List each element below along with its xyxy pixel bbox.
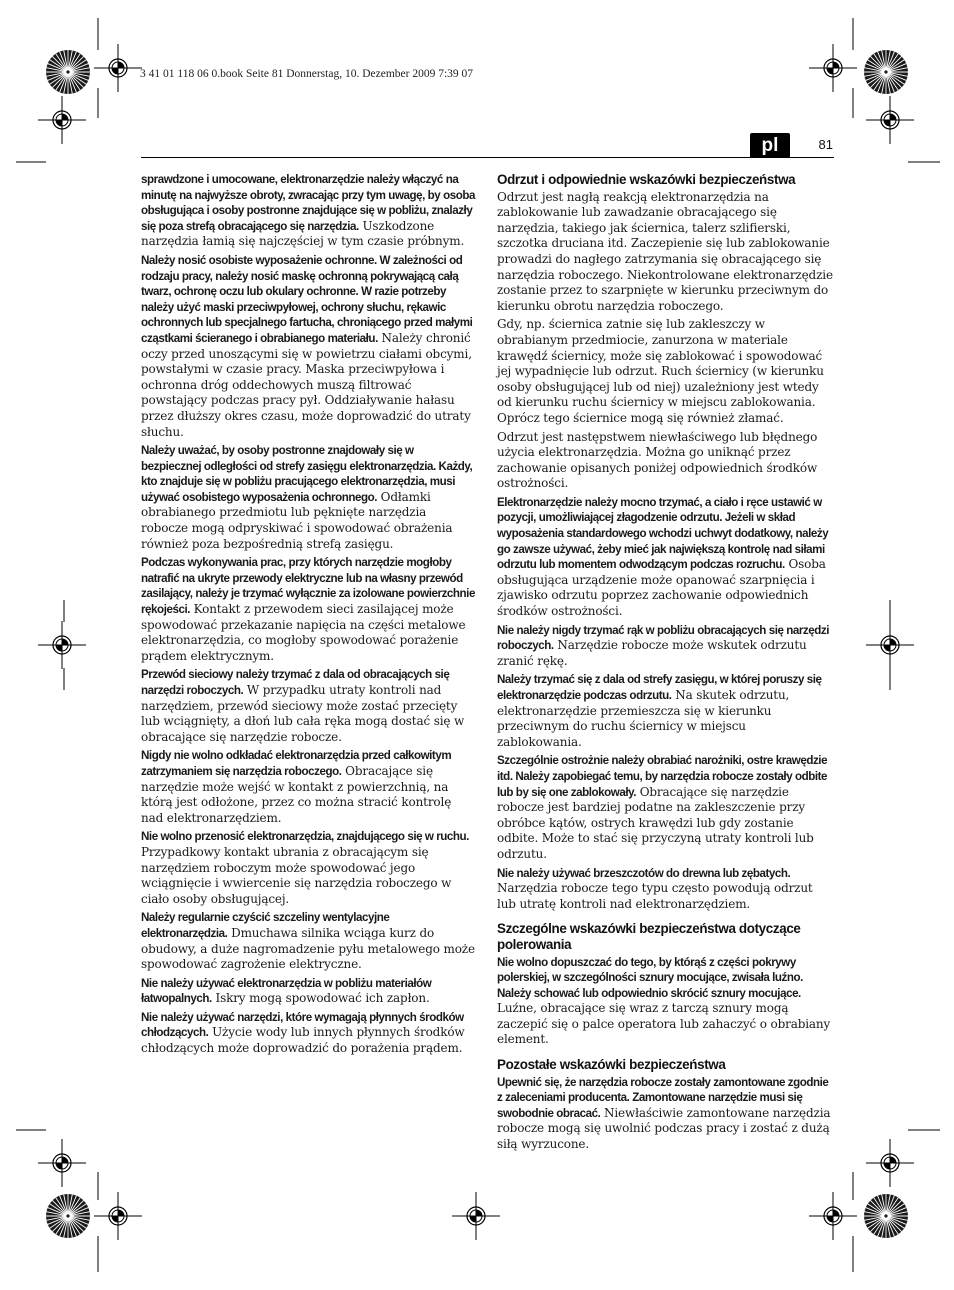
paragraph-bold-lead: Należy regularnie czyścić szczeliny wentylacyjne elektronarzędzia. [141,911,390,940]
paragraph-bold-lead: Przewód sieciowy należy trzymać z dala od obracających się narzędzi roboczych. [141,668,450,697]
language-badge: pl [750,133,790,158]
paragraph-text: Uszkodzone narzędzia łamią się najczęściej w tym czasie próbnym. [141,218,465,249]
paragraph-bold-lead: Szczególnie ostrożnie należy obrabiać narożniki, ostre krawędzie itd. Należy zapobiegać temu, by narzędzia robocze zostały odbite lub by się one zablokowały. [497,754,828,799]
paragraph-text: Na skutek odrzutu, elektronarzędzie przemieszcza się w kierunku przeciwnym do ruchu ściernicy w miejscu zablokowania. [497,688,790,749]
paragraph-text: Odrzut jest następstwem niewłaściwego lub błędnego użycia elektronarzędzia. Można go uniknąć przez zachowanie opisanych poniżej odpowiednich środków ostrożności. [497,429,818,491]
paragraph [497,317,834,426]
page-number: 81 [818,137,833,152]
paragraph-bold-lead: Podczas wykonywania prac, przy których narzędzie mogłoby natrafić na ukryte przewody elektryczne lub na własny przewód zasilający, należy je trzymać wyłącznie za izolowane powierzchnie rękojeści. [141,556,475,617]
paragraph-text: Odrzut jest nagłą reakcją elektronarzędzia na zablokowanie lub zawadzanie obracającego się narzędzia, takiego jak ściernica, talerz szlifierski, szczotka druciana itd. Zaczepienie się lub zablokowanie prowadzi do nagłego zatrzymania się obracającego się narzędzia roboczego. Niekontrolowane elektronarzędzie zostanie przez to szarpnięte w kierunku przeciwnym do kierunku obrotu narzędzia roboczego. [497,189,833,313]
paragraph-text: Narzędzie robocze może wskutek odrzutu zranić rękę. [497,638,807,668]
print-info-line: 3 41 01 118 06 0.book Seite 81 Donnerstag, 10. Dezember 2009 7:39 07 [140,68,474,80]
paragraph-bold-lead: Nie wolno przenosić elektronarzędzia, znajdującego się w ruchu. [141,830,469,844]
paragraph [141,172,475,250]
paragraph [497,190,834,315]
paragraph-text: Należy chronić oczy przed unoszącymi się w powietrzu ciałami obcymi, powstałymi w czasie pracy. Maska przeciwpyłowa i ochronna dróg oddechowych muszą filtrować powstający podczas pracy pył. Oddziaływanie hałasu przez dłuższy okres czasu, może doprowadzić do utraty słuchu. [141,330,472,439]
rosette-top-left [46,50,90,94]
rosette-bottom-right [864,1194,908,1238]
paragraph [497,495,834,620]
right-column [497,172,834,1156]
paragraph-bold-lead: Nie należy używać narzędzi, które wymagają płynnych środków chłodzących. [141,1010,464,1040]
left-column [141,172,475,1060]
paragraph-text: Osoba obsługująca urządzenie może opanować szarpnięcia i zjawisko odrzutu poprzez zachowanie odpowiednich środków ostrożności. [497,557,826,619]
paragraph-text: Odłamki obrabianego przedmiotu lub pęknięte narzędzia robocze mogą odpryskiwać i spowodować obrażenia również poza bezpośrednią strefą zasięgu. [141,489,453,551]
paragraph-text: Niewłaściwie zamontowane narzędzia robocze mogą się uwolnić podczas pracy i zostać z dużą siłą wyrzucone. [497,1105,831,1152]
section-heading: Pozostałe wskazówki bezpieczeństwa [497,1057,726,1073]
paragraph [141,1010,475,1057]
paragraph-text: Iskry mogą spowodować ich zapłon. [211,991,430,1006]
rosette-top-right [864,50,908,94]
paragraph-bold-lead: Elektronarzędzie należy mocno trzymać, a ciało i ręce ustawić w pozycji, umożliwiającej złagodzenie odrzutu. Jeżeli w skład wyposażenia standardowego wchodzi uchwyt dodatkowy, należy go zawsze używać, żeby mieć jak największą kontrolę nad siłami odrzutu lub momentem odwodzącym podczas rozruchu. [497,495,829,572]
paragraph-text: Obracające się narzędzie robocze jest bardziej podatne na zakleszczenie przy obróbce kątów, ostrych krawędzi lub gdy zostanie odbite. Może to stać się przyczyną utraty kontroli lub odrzutu. [497,784,814,861]
section-heading: Szczególne wskazówki bezpieczeństwa dotyczące polerowania [497,921,801,952]
paragraph-bold-lead: Nie należy nigdy trzymać rąk w pobliżu obracających się narzędzi roboczych. [497,623,830,653]
paragraph-bold-lead: Należy trzymać się z dala od strefy zasięgu, w której poruszy się elektronarzędzie podczas odrzutu. [497,673,822,702]
paragraph [141,748,475,826]
paragraph-bold-lead: Nigdy nie wolno odkładać elektronarzędzia przed całkowitym zatrzymaniem się narzędzia roboczego. [141,749,452,778]
paragraph-text: Kontakt z przewodem sieci zasilającej może spowodować przekazanie napięcia na części metalowe elektronarzędzia, co mogłoby spowodować porażenie prądem elektrycznym. [141,602,466,663]
paragraph [497,623,834,670]
paragraph-text: Luźne, obracające się wraz z tarczą sznury mogą zaczepić się o palce operatora lub zahaczyć o obrabiany element. [497,1001,831,1047]
paragraph-text: W przypadku utraty kontroli nad narzędziem, przewód sieciowy może zostać przecięty lub wciągnięty, a dłoń lub cała ręka mogą dostać się w obracające się narzędzie robocze. [141,683,465,744]
paragraph-bold-lead: Nie wolno dopuszczać do tego, by którąś z części pokrywy polerskiej, w szczególności sznury mocujące, zwisała luźno. Należy schować lub odpowiednio skrócić sznury mocujące. [497,955,803,1000]
paragraph-text: Obracające się narzędzie może wejść w kontakt z powierzchnią, na którą jest odłożone, przez co można stracić kontrolę nad elektronarzędziem. [141,763,452,825]
paragraph-text: Gdy, np. ściernica zatnie się lub zakleszczy w obrabianym przedmiocie, zanurzona w materiale krawędź ściernicy, może się zablokować i spowodować jej wypadnięcie lub odrzut. Ruch ściernicy (w kierunku osoby obsługującej lub od niej) uzależniony jest wtedy od kierunku ruchu ściernicy w miejscu zablokowania. Oprócz tego ściernice mogą się również złamać. [497,317,824,425]
paragraph [497,1075,834,1153]
paragraph [497,430,834,492]
paragraph [141,829,475,907]
header-rule [141,157,834,158]
paragraph-bold-lead: Należy uważać, by osoby postronne znajdowały się w bezpiecznej odległości od strefy zasięgu elektronarzędzia. Każdy, kto znajduje się w pobliżu pracującego elektronarzędzia, musi używać osobistego wyposażenia ochronnego. [141,444,473,504]
paragraph-text: Narzędzia robocze tego typu często powodują odrzut lub utratę kontroli nad elektronarzędziem. [497,881,813,911]
paragraph [141,253,475,440]
paragraph-text: Przypadkowy kontakt ubrania z obracającym się narzędziem roboczym może spowodować jego wciągnięcie i wwiercenie się narzędzia roboczego w ciało osoby obsługującej. [141,844,452,906]
paragraph-bold-lead: sprawdzone i umocowane, elektronarzędzie należy włączyć na minutę na najwyższe obroty, zwracając przy tym uwagę, by osoba obsługująca i osoby postronne znajdujące się w pobliżu, znalazły się poza strefą obracającego się narzędzia. [141,173,475,233]
paragraph [141,976,475,1007]
paragraph-text: Dmuchawa silnika wciąga kurz do obudowy, a duże nagromadzenie pyłu metalowego może spowodować zagrożenie elektryczne. [141,925,475,972]
paragraph [141,443,475,552]
paragraph-bold-lead: Nie należy używać brzeszczotów do drewna lub zębatych. [497,866,791,880]
rosette-bottom-left [46,1194,90,1238]
paragraph [497,753,834,862]
paragraph [497,672,834,750]
paragraph [141,555,475,664]
paragraph-bold-lead: Nie należy używać elektronarzędzia w pobliżu materiałów łatwopalnych. [141,976,432,1006]
paragraph-bold-lead: Upewnić się, że narzędzia robocze zostały zamontowane zgodnie z zaleceniami producenta. Zamontowane narzędzie musi się swobodnie obracać. [497,1075,829,1120]
paragraph [497,866,834,913]
paragraph [141,910,475,972]
paragraph [141,667,475,745]
paragraph [497,955,834,1049]
paragraph-bold-lead: Należy nosić osobiste wyposażenie ochronne. W zależności od rodzaju pracy, należy nosić maskę ochronną pokrywającą całą twarz, ochronę oczu lub okulary ochronne. W razie potrzeby należy użyć maski przeciwpyłowej, ochrony słuchu, rękawic ochronnych lub specjalnego fartucha, chroniącego przed małymi cząstkami ścieranego i obrabianego materiału. [141,253,473,345]
section-heading: Odrzut i odpowiednie wskazówki bezpieczeństwa [497,172,796,187]
paragraph-text: Użycie wody lub innych płynnych środków chłodzących może doprowadzić do porażenia prądem. [141,1025,465,1056]
